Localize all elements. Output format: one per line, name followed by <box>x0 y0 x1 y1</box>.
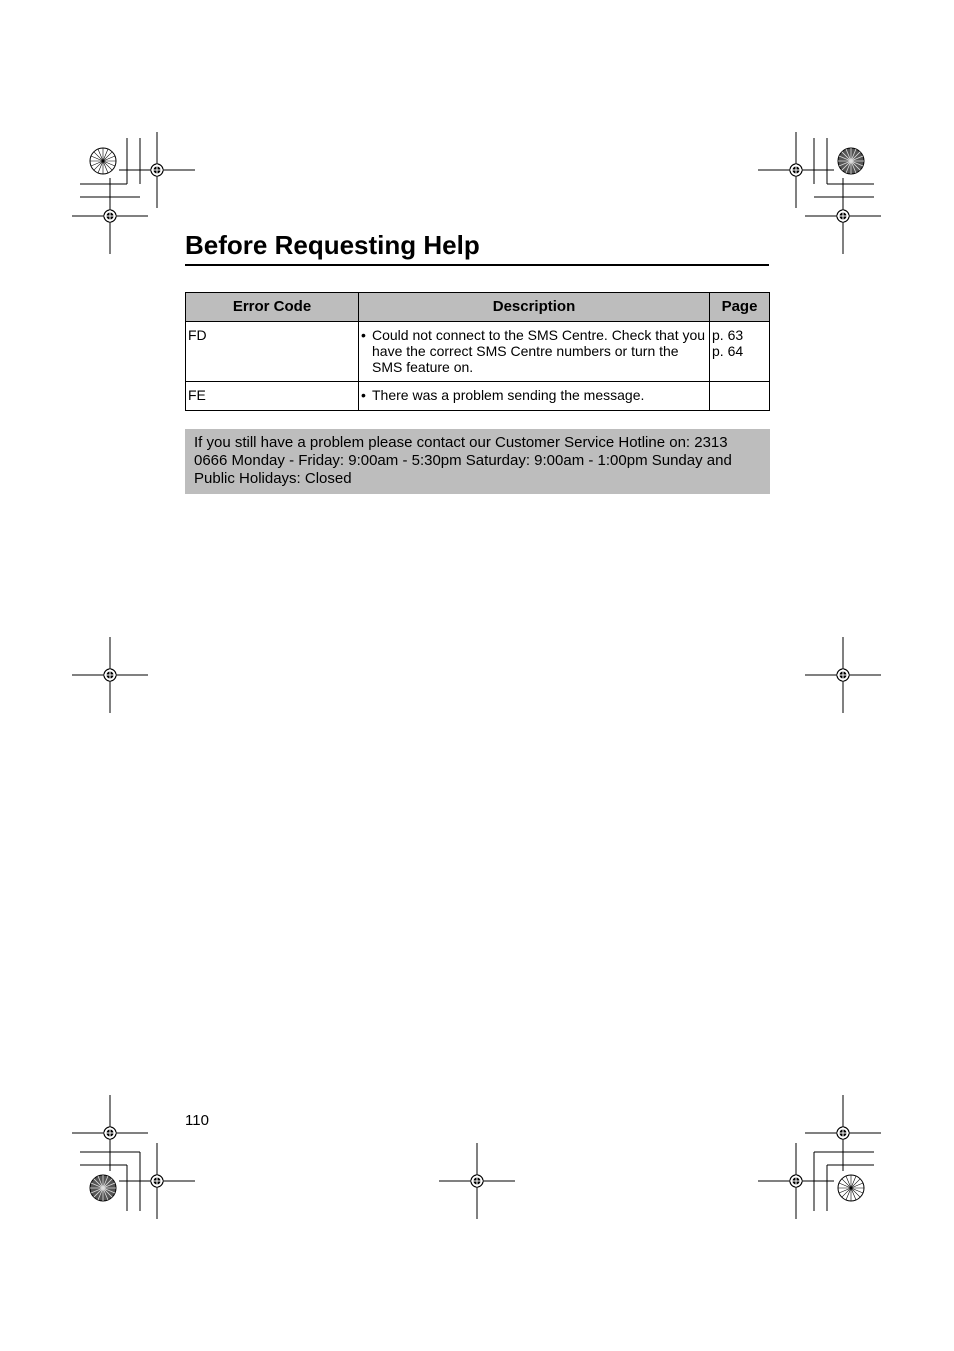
description-text: Could not connect to the SMS Centre. Check that you have the correct SMS Centre numbers or turn the SMS feature on. <box>372 327 706 375</box>
description-cell <box>359 322 710 382</box>
error-code-cell: FE <box>186 382 359 411</box>
description-cell <box>359 382 710 411</box>
column-header-description: Description <box>359 293 710 322</box>
error-code-cell: FD <box>186 322 359 382</box>
page-ref-cell <box>710 382 770 411</box>
page-number: 110 <box>185 1112 209 1129</box>
page-title: Before Requesting Help <box>185 228 769 266</box>
page-ref: p. 64 <box>712 343 744 359</box>
customer-service-note: If you still have a problem please contact our Customer Service Hotline on: 2313 0666 Monday - Friday: 9:00am - 5:30pm Saturday: 9:00am - 1:00pm Sunday and Public Holidays: Closed <box>185 429 770 494</box>
table-row <box>186 322 770 382</box>
error-code-table <box>185 292 770 411</box>
table-header-row <box>186 293 770 322</box>
bullet-icon: • <box>361 387 366 403</box>
column-header-error-code: Error Code <box>186 293 359 322</box>
table-row <box>186 382 770 411</box>
column-header-page: Page <box>710 293 770 322</box>
page-ref-cell <box>710 322 770 382</box>
description-text: There was a problem sending the message. <box>372 387 645 403</box>
bullet-icon: • <box>361 327 366 343</box>
page-ref: p. 63 <box>712 327 744 343</box>
